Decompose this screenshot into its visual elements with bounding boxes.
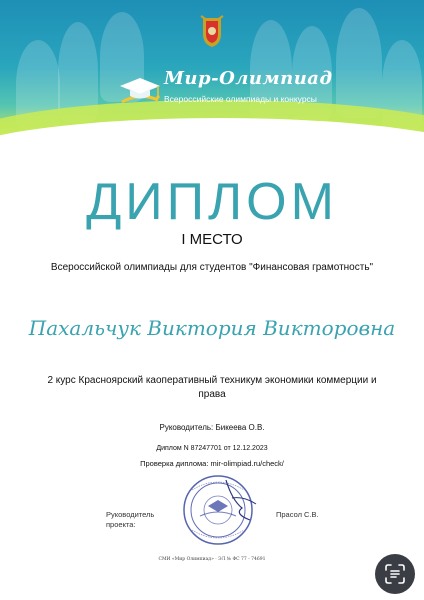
scan-text-icon — [385, 564, 405, 584]
logo-name: Мир-Олимпиад — [164, 68, 333, 89]
diploma-place: I МЕСТО — [181, 231, 243, 248]
header-banner — [0, 0, 424, 150]
project-head-label: Руководитель проекта: — [106, 510, 155, 529]
russian-coat-of-arms-icon — [199, 14, 225, 48]
diploma-title: ДИПЛОМ — [86, 173, 338, 231]
site-logo — [118, 68, 333, 114]
round-seal-icon — [172, 470, 264, 550]
institution-text: 2 курс Красноярский каоперативный техникум экономики коммерции и права — [47, 375, 377, 400]
diploma-number: Диплом N 87247701 от 12.12.2023 — [156, 445, 268, 452]
olympiad-name: Всероссийской олимпиады для студентов "Финансовая грамотность" — [50, 262, 374, 273]
graduation-cap-icon — [118, 74, 162, 110]
diploma-check-link: Проверка диплома: mir-olimpiad.ru/check/ — [140, 459, 284, 468]
winner-name: Пахальчук Виктория Викторовна — [28, 316, 396, 340]
smi-registration: СМИ «Мир Олимпиад» · ЭЛ № ФС 77 - 74691 — [158, 557, 266, 562]
supervisor-text: Руководитель: Бикеева О.В. — [159, 423, 265, 432]
logo-subtitle: Всероссийские олимпиады и конкурсы — [164, 94, 317, 104]
scan-text-button[interactable] — [375, 554, 415, 594]
project-head-name: Прасол С.В. — [276, 510, 319, 519]
